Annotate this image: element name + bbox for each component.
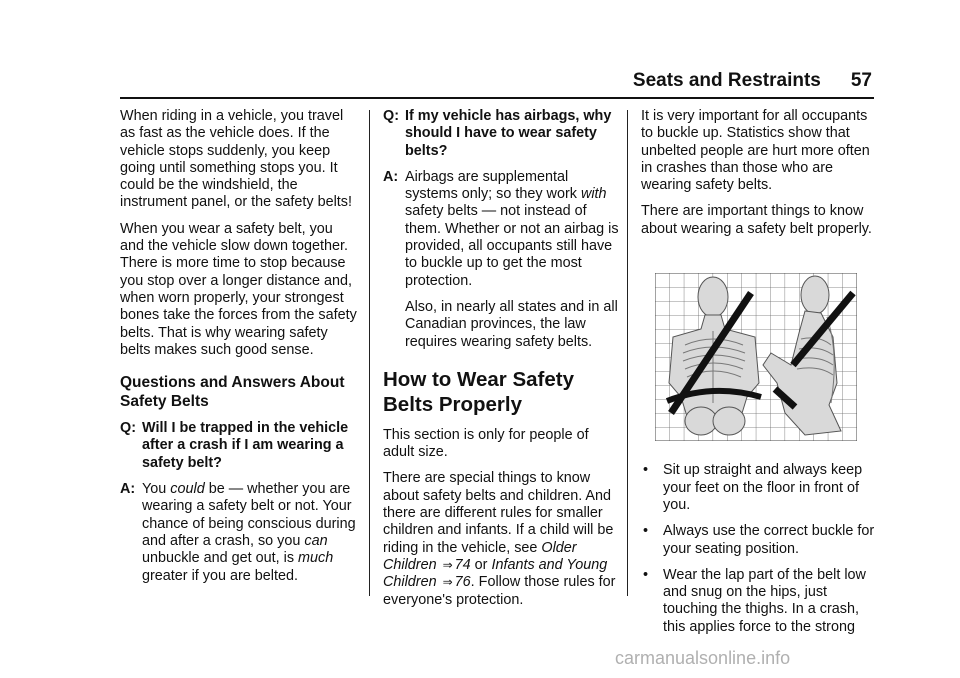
column-2 [383, 108, 619, 618]
header-rule [120, 97, 874, 99]
question-text: Will I be trapped in the vehicle after a crash if I am wearing a safety belt? [142, 420, 349, 471]
question-1 [120, 420, 360, 472]
safety-belt-paragraph: When you wear a safety belt, you and the vehicle slow down together. There is more time to stop because you stop over a longer distance and, when worn properly, your strongest bones take the forces from the safety belts. That is why wearing safety belts makes such good sense. [120, 220, 357, 358]
page-header [633, 70, 872, 92]
proper-wear-paragraph: There are important things to know about wearing a safety belt properly. [641, 203, 872, 237]
bullet-item: • Always use the correct buckle for your seating position. [643, 523, 875, 557]
column-3 [641, 108, 879, 645]
bullet-item: • Sit up straight and always keep your feet on the floor in front of you. [643, 462, 863, 513]
children-paragraph: There are special things to know about safety belts and children. And there are different rules for smaller children and infants. If a child will be riding in the vehicle, see Older Children ⇒ 74 or Infants and Young Children ⇒ 76. Follow those rules for everyone's protection. [383, 470, 616, 608]
safety-belt-skeleton-illustration [655, 273, 857, 441]
answer-1 [120, 481, 360, 585]
column-divider-1 [369, 110, 370, 596]
answer-label: A: [383, 168, 399, 185]
answer-text: You could be — whether you are wearing a safety belt or not. Your chance of being conscious during and after a crash, so you can unbuckle and get out, is much greater if you are belted. [142, 481, 356, 584]
answer-label: A: [120, 481, 136, 498]
answer-text: Airbags are supplemental systems only; so they work with safety belts — not instead of them. Whether or not an airbag is provided, all occupants still have to buckle up to get the most protection. [405, 168, 619, 289]
question-label: Q: [120, 420, 136, 437]
question-2 [383, 108, 619, 160]
page-number: 57 [850, 70, 872, 91]
importance-paragraph: It is very important for all occupants to buckle up. Statistics show that unbelted people are hurt more often in crashes than those who are wearing safety belts. [641, 108, 870, 194]
page-ref-74[interactable]: 74 [454, 556, 471, 573]
bullet-item: • Wear the lap part of the belt low and snug on the hips, just touching the thighs. In a crash, this applies force to the strong [643, 566, 866, 635]
column-1 [120, 108, 360, 594]
adult-size-paragraph: This section is only for people of adult size. [383, 426, 589, 461]
page-ref-76[interactable]: 76 [454, 574, 471, 591]
page-ref-icon: ⇒ [442, 557, 453, 572]
intro-paragraph: When riding in a vehicle, you travel as fast as the vehicle does. If the vehicle stops suddenly, you keep going until something stops you. It could be the windshield, the instrument panel, or the safety belts! [120, 108, 352, 211]
bullet-mark: • [643, 523, 649, 540]
section-title: Seats and Restraints [632, 70, 821, 91]
bullet-mark: • [643, 462, 649, 479]
bullet-mark: • [643, 566, 649, 583]
question-label: Q: [383, 108, 399, 124]
qa-heading: Questions and Answers About Safety Belts [120, 374, 345, 411]
older-children-link[interactable]: Older Children [383, 539, 577, 573]
infants-young-children-link[interactable]: Infants and Young Children [383, 556, 608, 591]
answer-2-extra: Also, in nearly all states and in all Canadian provinces, the law requires wearing safety belts. [405, 298, 618, 350]
question-text: If my vehicle has airbags, why should I have to wear safety belts? [405, 108, 612, 159]
answer-2 [383, 169, 619, 290]
column-divider-2 [627, 110, 628, 596]
page-ref-icon: ⇒ [442, 575, 453, 590]
section-heading: How to Wear Safety Belts Properly [383, 367, 574, 416]
watermark: carmanualsonline.info [615, 648, 791, 668]
